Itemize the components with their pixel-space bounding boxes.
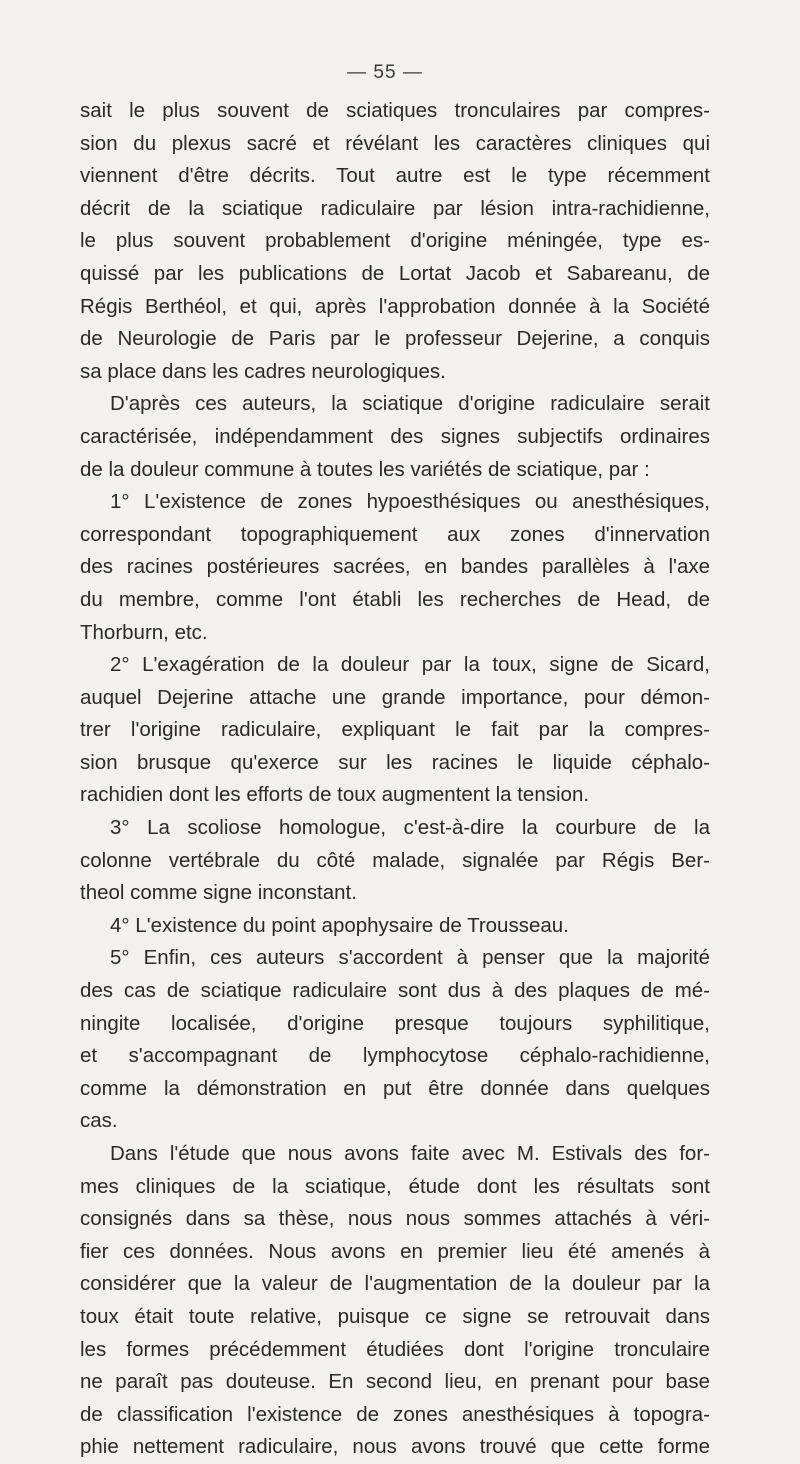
text-line: correspondant topographiquement aux zones d'innervation — [80, 522, 710, 546]
text-line: sion brusque qu'exerce sur les racines le liquide céphalo- — [80, 750, 710, 774]
text-line: 4° L'existence du point apophysaire de Trousseau. — [110, 913, 569, 937]
text-line: comme la démonstration en put être donnée dans quelques — [80, 1076, 710, 1100]
text-line: mes cliniques de la sciatique, étude dont les résultats sont — [80, 1174, 710, 1198]
text-line: 5° Enfin, ces auteurs s'accordent à penser que la majorité — [110, 946, 710, 970]
text-line: de Neurologie de Paris par le professeur Dejerine, a conquis — [80, 327, 710, 351]
text-line: quissé par les publications de Lortat Jacob et Sabareanu, de — [80, 261, 710, 285]
text-line: consignés dans sa thèse, nous nous sommes attachés à véri- — [80, 1207, 710, 1231]
text-line: du membre, comme l'ont établi les recherches de Head, de — [80, 587, 710, 611]
text-line: sait le plus souvent de sciatiques tronculaires par compres- — [80, 99, 710, 122]
text-line: viennent d'être décrits. Tout autre est le type récemment — [80, 164, 710, 188]
text-line: 1° L'existence de zones hypoesthésiques ou anesthésiques, — [110, 490, 710, 514]
text-line: toux était toute relative, puisque ce signe se retrouvait dans — [80, 1304, 710, 1328]
text-line: de la douleur commune à toutes les variétés de sciatique, par : — [80, 457, 650, 481]
text-line: Dans l'étude que nous avons faite avec M. Estivals des for- — [110, 1142, 710, 1165]
text-line: colonne vertébrale du côté malade, signalée par Régis Ber- — [80, 848, 710, 872]
text-line: cas. — [80, 1109, 118, 1133]
text-line: 2° L'exagération de la douleur par la toux, signe de Sicard, — [110, 653, 710, 677]
page-number: — 55 — — [347, 62, 423, 83]
text-line: le plus souvent probablement d'origine méningée, type es- — [80, 229, 710, 253]
text-line: sa place dans les cadres neurologiques. — [80, 359, 446, 383]
text-line: des cas de sciatique radiculaire sont dus à des plaques de mé- — [80, 979, 710, 1003]
text-line: sion du plexus sacré et révélant les caractères cliniques qui — [80, 131, 710, 155]
text-line: Thorburn, etc. — [80, 620, 208, 644]
text-line: rachidien dont les efforts de toux augmentent la tension. — [80, 783, 590, 807]
text-line: Régis Berthéol, et qui, après l'approbation donnée à la Société — [80, 294, 710, 318]
text-line: de classification l'existence de zones anesthésiques à topogra- — [80, 1402, 710, 1426]
text-line: 3° La scoliose homologue, c'est-à-dire la courbure de la — [110, 816, 710, 840]
text-line: trer l'origine radiculaire, expliquant le fait par la compres- — [80, 718, 710, 742]
text-line: ne paraît pas douteuse. En second lieu, en prenant pour base — [80, 1370, 710, 1394]
text-line: ningite localisée, d'origine presque toujours syphilitique, — [80, 1011, 710, 1035]
text-line: des racines postérieures sacrées, en bandes parallèles à l'axe — [80, 555, 710, 579]
text-line: auquel Dejerine attache une grande importance, pour démon- — [80, 685, 710, 709]
text-line: theol comme signe inconstant. — [80, 881, 357, 905]
text-line: décrit de la sciatique radiculaire par lésion intra-rachidienne, — [80, 196, 710, 220]
text-line: phie nettement radiculaire, nous avons trouvé que cette forme — [80, 1435, 710, 1459]
body-text — [80, 95, 710, 1464]
text-line: les formes précédemment étudiées dont l'origine tronculaire — [80, 1337, 710, 1361]
text-line: et s'accompagnant de lymphocytose céphalo-rachidienne, — [80, 1044, 710, 1068]
text-line: considérer que la valeur de l'augmentation de la douleur par la — [80, 1272, 710, 1296]
text-line: D'après ces auteurs, la sciatique d'origine radiculaire serait — [110, 392, 710, 416]
text-line: caractérisée, indépendamment des signes subjectifs ordinaires — [80, 424, 710, 448]
text-line: fier ces données. Nous avons en premier lieu été amenés à — [80, 1239, 710, 1263]
